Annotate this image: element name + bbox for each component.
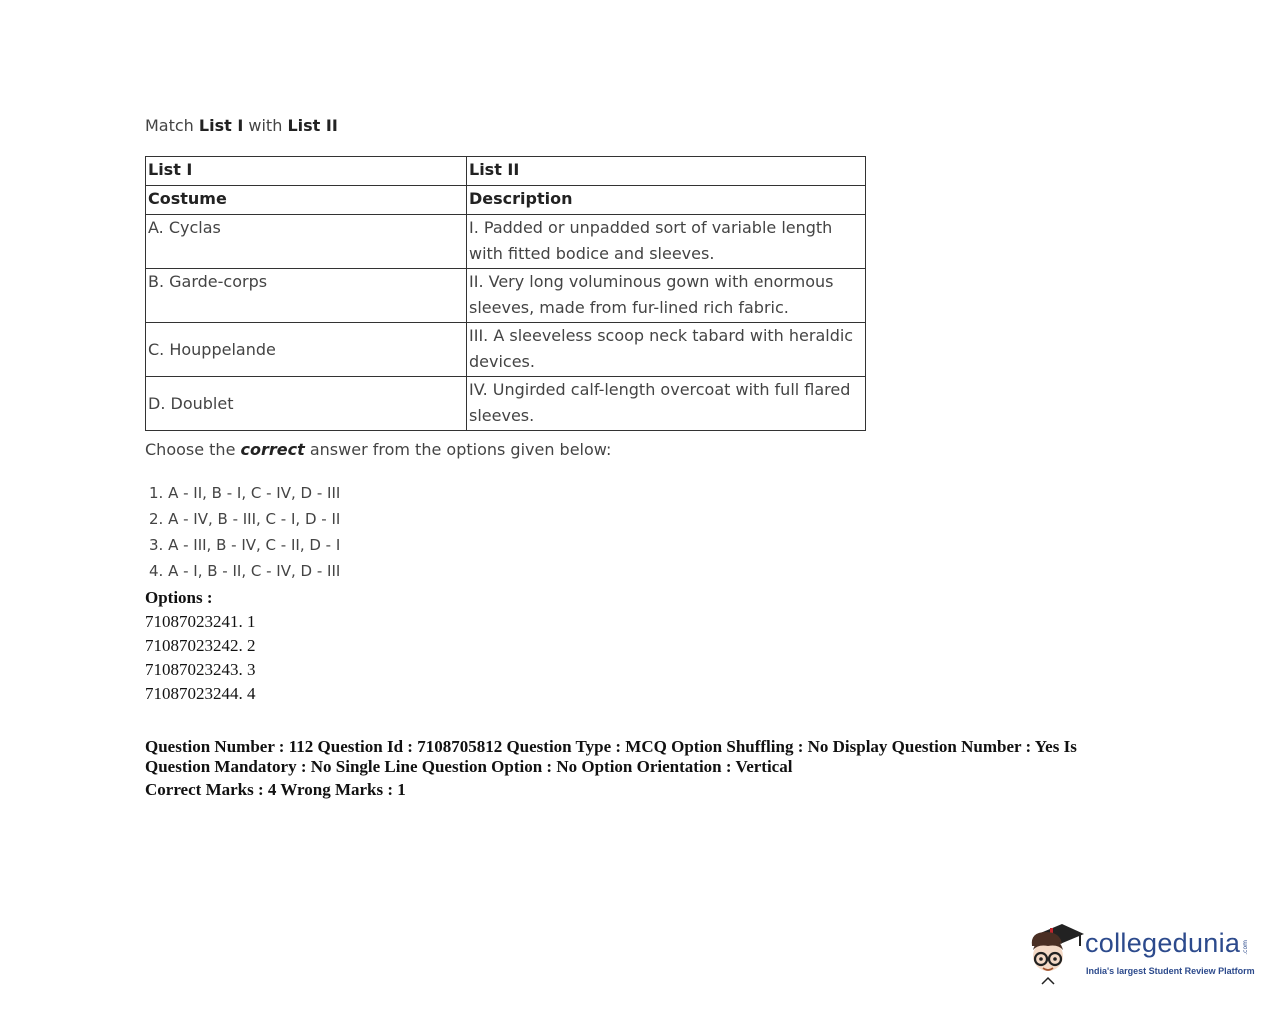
option-item: 71087023244. 4	[145, 684, 256, 703]
choose-after: answer from the options given below:	[309, 440, 612, 459]
options-block	[145, 587, 256, 707]
costume-cell: A. Cyclas	[146, 215, 467, 269]
question-marks: Correct Marks : 4 Wrong Marks : 1	[145, 780, 406, 799]
description-cell: III. A sleeveless scoop neck tabard with heraldic devices.	[467, 323, 866, 377]
answer-list	[149, 482, 340, 586]
question-metadata: Question Number : 112 Question Id : 7108705812 Question Type : MCQ Option Shuffling : No Display Question Number : Yes Is Question Mandatory : No Single Line Question Option : No Option Orientation : Vertical	[145, 737, 1077, 776]
option-item: 71087023241. 1	[145, 612, 256, 631]
table-row	[146, 377, 866, 431]
description-cell: I. Padded or unpadded sort of variable length with fitted bodice and sleeves.	[467, 215, 866, 269]
brand-name: collegedunia	[1085, 928, 1241, 958]
question-prompt	[145, 116, 338, 135]
table-row	[146, 215, 866, 269]
option-item: 71087023242. 2	[145, 636, 256, 655]
match-table	[145, 156, 866, 431]
brand-suffix: .com	[1242, 940, 1249, 955]
list1-ref: List I	[198, 116, 244, 135]
collegedunia-logo	[1024, 918, 1264, 988]
answer-item: 3. A - III, B - IV, C - II, D - I	[149, 536, 341, 554]
table-subheader-row	[146, 186, 866, 215]
choose-instruction	[145, 440, 611, 459]
costume-cell: B. Garde-corps	[146, 269, 467, 323]
header-list1: List I	[146, 157, 467, 186]
brand-tagline: India's largest Student Review Platform	[1086, 966, 1255, 976]
list2-ref: List II	[287, 116, 338, 135]
table-header-row	[146, 157, 866, 186]
table-row	[146, 323, 866, 377]
answer-item: 1. A - II, B - I, C - IV, D - III	[149, 484, 341, 502]
match-with: with	[248, 116, 283, 135]
choose-before: Choose the	[145, 440, 236, 459]
subheader-description: Description	[467, 186, 866, 215]
answer-item: 2. A - IV, B - III, C - I, D - II	[149, 510, 341, 528]
description-cell: II. Very long voluminous gown with enormous sleeves, made from fur-lined rich fabric.	[467, 269, 866, 323]
answer-item: 4. A - I, B - II, C - IV, D - III	[149, 562, 341, 580]
costume-cell: C. Houppelande	[146, 323, 467, 377]
costume-cell: D. Doublet	[146, 377, 467, 431]
description-cell: IV. Ungirded calf-length overcoat with full flared sleeves.	[467, 377, 866, 431]
table-row	[146, 269, 866, 323]
choose-emphasis: correct	[240, 440, 305, 459]
header-list2: List II	[467, 157, 866, 186]
subheader-costume: Costume	[146, 186, 467, 215]
options-heading: Options :	[145, 588, 213, 607]
match-prefix: Match	[145, 116, 194, 135]
mascot-icon	[1024, 918, 1086, 988]
option-item: 71087023243. 3	[145, 660, 256, 679]
